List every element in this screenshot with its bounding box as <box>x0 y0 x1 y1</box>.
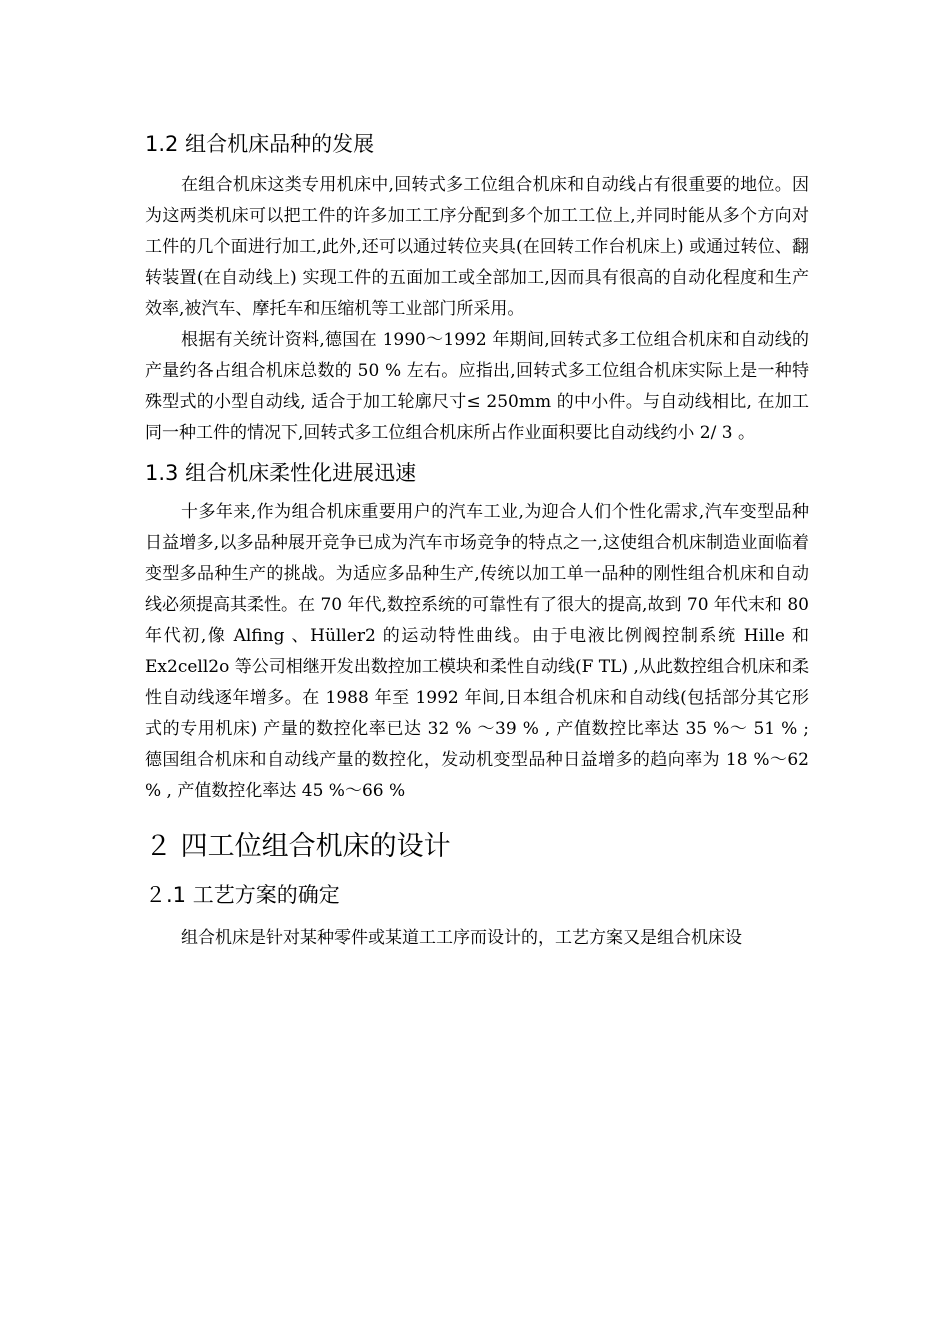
paragraph-1-2-a: 在组合机床这类专用机床中,回转式多工位组合机床和自动线占有很重要的地位。因为这两类机床可以把工件的许多加工工序分配到多个加工工位上,并同时能从多个方向对工件的几个面进行加工,此外,还可以通过转位夹具(在回转工作台机床上) 或通过转位、翻转装置(在自动线上) 实现工件的五面加工或全部加工,因而具有很高的自动化程度和生产效率,被汽车、摩托车和压缩机等工业部门所采用。 <box>145 175 809 319</box>
section-heading-1-3: 1.3 组合机床柔性化进展迅速 <box>145 461 417 485</box>
paragraph-2-1-a: 组合机床是针对某种零件或某道工工序而设计的，工艺方案又是组合机床设 <box>181 928 742 948</box>
section-heading-2-1: ２.1 工艺方案的确定 <box>145 883 340 907</box>
paragraph-1-2-b: 根据有关统计资料,德国在 1990～1992 年期间,回转式多工位组合机床和自动线的产量约各占组合机床总数的 50 % 左右。应指出,回转式多工位组合机床实际上是一种特殊型式的小型自动线, 适合于加工轮廓尺寸≤ 250mm 的中小件。与自动线相比, 在加工同一种工件的情况下,回转式多工位组合机床所占作业面积要比自动线约小 2/ 3 。 <box>145 330 809 443</box>
paragraph-1-3-a: 十多年来,作为组合机床重要用户的汽车工业,为迎合人们个性化需求,汽车变型品种日益增多,以多品种展开竞争已成为汽车市场竞争的特点之一,这使组合机床制造业面临着变型多品种生产的挑战。为适应多品种生产,传统以加工单一品种的刚性组合机床和自动线必须提高其柔性。在 70 年代,数控系统的可靠性有了很大的提高,故到 70 年代末和 80 年代初,像 Alfing 、Hüller2 的运动特性曲线。由于电液比例阀控制系统 Hille 和 Ex2cell2o 等公司相继开发出数控加工模块和柔性自动线(F TL) ,从此数控组合机床和柔性自动线逐年增多。在 1988 年至 1992 年间,日本组合机床和自动线(包括部分其它形式的专用机床) 产量的数控化率已达 32 % ～39 % , 产值数控比率达 35 %～ 51 % ; 德国组合机床和自动线产量的数控化，发动机变型品种日益增多的趋向率为 18 %～62 % , 产值数控化率达 45 %～66 % <box>145 502 809 801</box>
section-heading-1-2: 1.2 组合机床品种的发展 <box>145 132 375 156</box>
chapter-heading-2: ２ 四工位组合机床的设计 <box>145 831 451 862</box>
document-page <box>145 130 809 954</box>
